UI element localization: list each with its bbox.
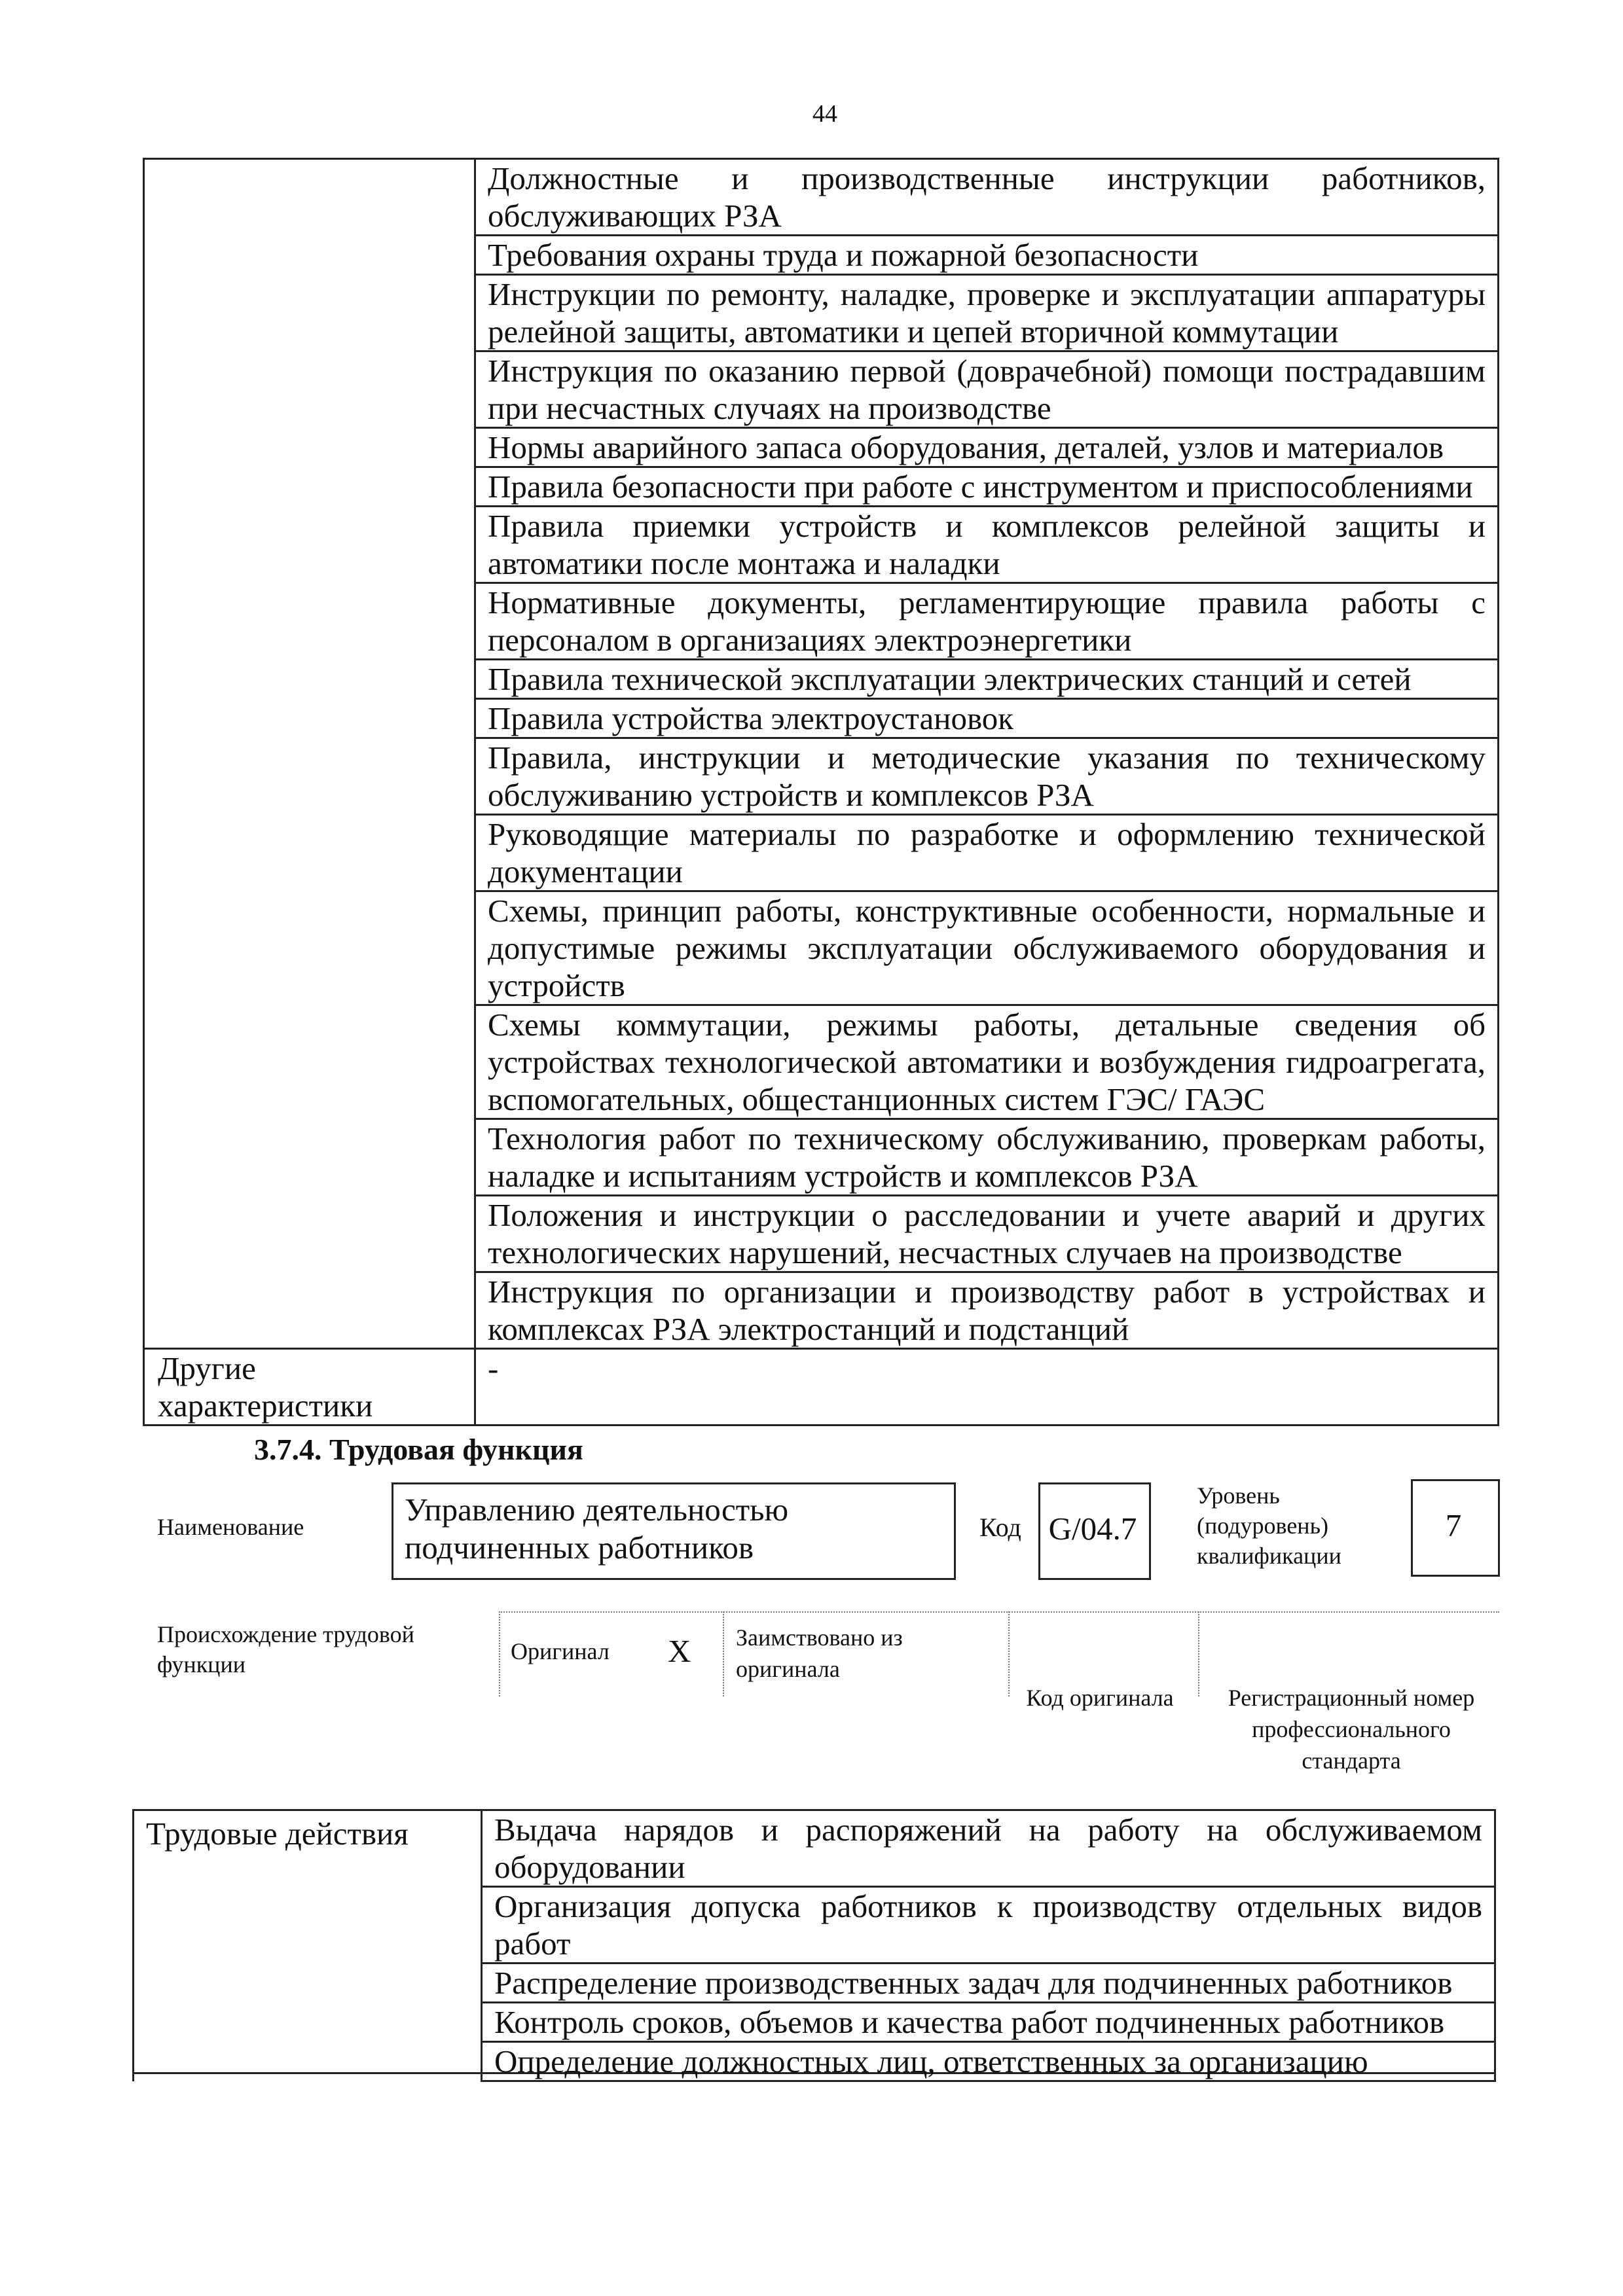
knowledge-item: Правила технической эксплуатации электрических станций и сетей bbox=[475, 660, 1499, 699]
knowledge-item: Схемы коммутации, режимы работы, детальные сведения об устройствах технологической автоматики и возбуждения гидроагрегата, вспомогательных, общестанционных систем ГЭС/ ГАЭС bbox=[475, 1005, 1499, 1119]
labor-action-item: Выдача нарядов и распоряжений на работу на обслуживаемом оборудовании bbox=[482, 1810, 1495, 1887]
knowledge-item: Руководящие материалы по разработке и оформлению технической документации bbox=[475, 815, 1499, 891]
origin-divider bbox=[499, 1611, 500, 1696]
knowledge-item: Инструкция по оказанию первой (доврачебной) помощи пострадавшим при несчастных случаях на производстве bbox=[475, 351, 1499, 428]
code-label: Код bbox=[979, 1513, 1021, 1542]
knowledge-item: Технология работ по техническому обслуживанию, проверкам работы, наладке и испытаниям устройств и комплексов РЗА bbox=[475, 1119, 1499, 1196]
knowledge-item: Должностные и производственные инструкции работников, обслуживающих РЗА bbox=[475, 159, 1499, 236]
origin-label: Происхождение трудовой функции bbox=[157, 1621, 414, 1677]
knowledge-item: Требования охраны труда и пожарной безопасности bbox=[475, 236, 1499, 275]
knowledge-label-cell bbox=[144, 159, 475, 1349]
table-row bbox=[144, 159, 1499, 236]
borrowed-label: Заимствовано из оригинала bbox=[736, 1624, 903, 1682]
original-mark: X bbox=[668, 1633, 691, 1669]
level-label: Уровень (подуровень) квалификации bbox=[1197, 1482, 1341, 1569]
origin-divider bbox=[1198, 1611, 1199, 1696]
knowledge-item: Правила приемки устройств и комплексов релейной защиты и автоматики после монтажа и наладки bbox=[475, 507, 1499, 583]
other-characteristics-label: Другие характеристики bbox=[144, 1349, 475, 1426]
name-value: Управлению деятельностью подчиненных работников bbox=[405, 1492, 789, 1566]
page-number: 44 bbox=[812, 100, 837, 128]
level-value: 7 bbox=[1445, 1507, 1462, 1543]
other-characteristics-value: - bbox=[475, 1349, 1499, 1426]
knowledge-item: Нормативные документы, регламентирующие правила работы с персоналом в организациях электроэнергетики bbox=[475, 583, 1499, 660]
table-row bbox=[144, 1349, 1499, 1426]
original-label: Оригинал bbox=[511, 1638, 610, 1664]
labor-action-item: Распределение производственных задач для подчиненных работников bbox=[482, 1964, 1495, 2003]
knowledge-item: Положения и инструкции о расследовании и учете аварий и других технологических нарушений, несчастных случаев на производстве bbox=[475, 1196, 1499, 1272]
table-row bbox=[134, 1810, 1495, 1887]
labor-action-item: Контроль сроков, объемов и качества работ подчиненных работников bbox=[482, 2003, 1495, 2042]
section-heading: 3.7.4. Трудовая функция bbox=[254, 1433, 583, 1466]
labor-action-item: Определение должностных лиц, ответственных за организацию bbox=[482, 2042, 1495, 2081]
knowledge-item: Инструкции по ремонту, наладке, проверке и эксплуатации аппаратуры релейной защиты, автоматики и цепей вторичной коммутации bbox=[475, 275, 1499, 351]
labor-actions-label: Трудовые действия bbox=[134, 1810, 482, 2081]
knowledge-item: Правила устройства электроустановок bbox=[475, 699, 1499, 738]
labor-actions-table bbox=[132, 1809, 1496, 2082]
knowledge-item: Нормы аварийного запаса оборудования, деталей, узлов и материалов bbox=[475, 428, 1499, 467]
labor-action-item: Организация допуска работников к производству отдельных видов работ bbox=[482, 1887, 1495, 1964]
origin-divider bbox=[1008, 1611, 1010, 1696]
name-label: Наименование bbox=[157, 1514, 304, 1540]
origin-divider bbox=[723, 1611, 724, 1696]
knowledge-item: Схемы, принцип работы, конструктивные особенности, нормальные и допустимые режимы эксплуатации обслуживаемого оборудования и устройств bbox=[475, 891, 1499, 1005]
code-original-label: Код оригинала bbox=[1026, 1685, 1174, 1711]
code-value: G/04.7 bbox=[1048, 1511, 1137, 1547]
knowledge-item: Правила, инструкции и методические указания по техническому обслуживанию устройств и комплексов РЗА bbox=[475, 738, 1499, 815]
knowledge-item: Инструкция по организации и производству работ в устройствах и комплексах РЗА электростанций и подстанций bbox=[475, 1272, 1499, 1349]
reg-number-label: Регистрационный номер профессионального стандарта bbox=[1228, 1685, 1475, 1774]
origin-divider bbox=[499, 1611, 1499, 1613]
knowledge-item: Правила безопасности при работе с инструментом и приспособлениями bbox=[475, 467, 1499, 507]
knowledge-table bbox=[143, 158, 1499, 1426]
